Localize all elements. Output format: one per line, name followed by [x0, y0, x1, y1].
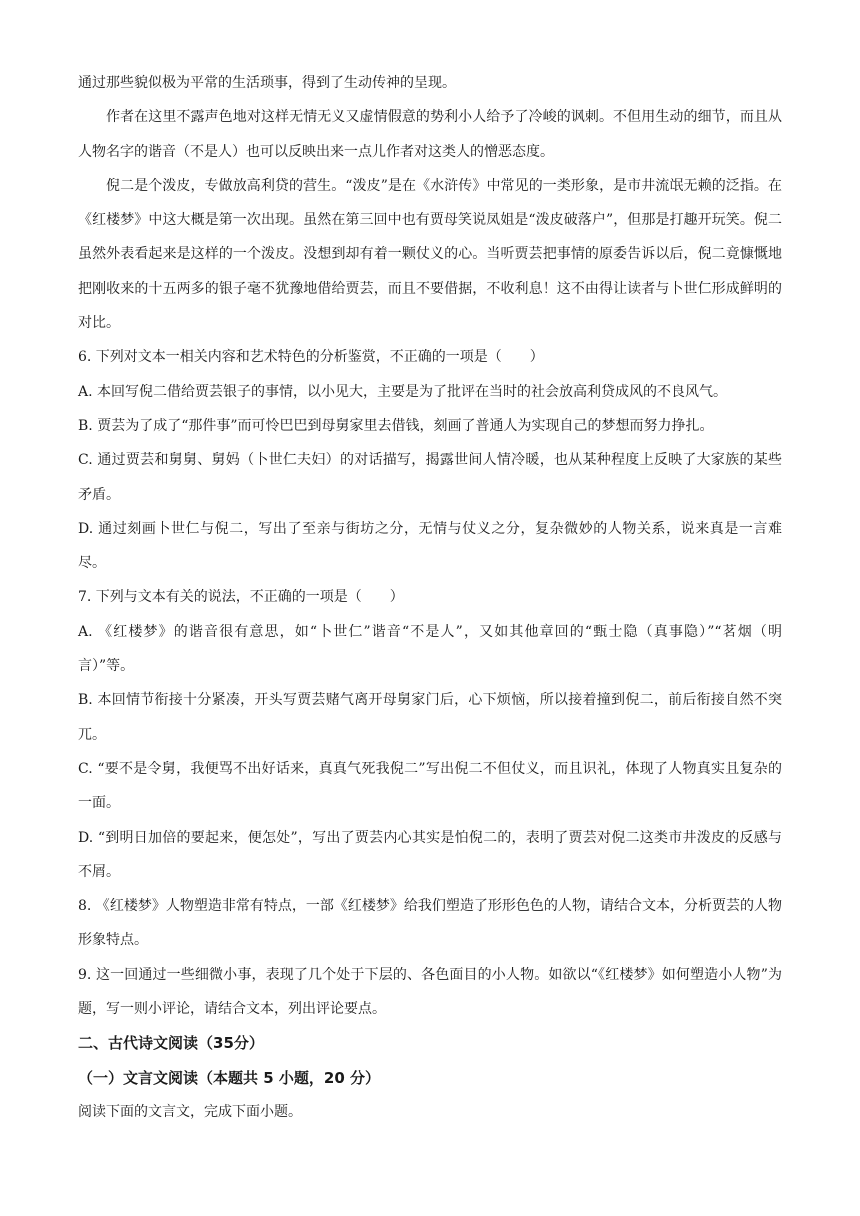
- question-6-option-b: B. 贾芸为了成了“那件事”而可怜巴巴到母舅家里去借钱，刻画了普通人为实现自己的梦想而努力挣扎。: [78, 417, 714, 434]
- question-7-option-c: C. “要不是令舅，我便骂不出好话来，真真气死我倪二”写出倪二不但仗义，而且识礼，体现了人物真实且复杂的一面。: [78, 760, 782, 812]
- question-8: 8. 《红楼梦》人物塑造非常有特点，一部《红楼梦》给我们塑造了形形色色的人物，请结合文本，分析贾芸的人物形象特点。: [78, 898, 782, 949]
- question-7-option-d: D. “到明日加倍的要起来，便怎处”，写出了贾芸内心其实是怕倪二的，表明了贾芸对倪二这类市井泼皮的反感与不屑。: [78, 829, 782, 880]
- question-6-option-c: C. 通过贾芸和舅舅、舅妈（卜世仁夫妇）的对话描写，揭露世间人情冷暖，也从某种程度上反映了大家族的某些矛盾。: [78, 452, 782, 503]
- subsection-heading-classical-chinese: （一）文言文阅读（本题共 5 小题，20 分）: [78, 1068, 380, 1087]
- paragraph-continuation: 通过那些貌似极为平常的生活琐事，得到了生动传神的呈现。: [78, 75, 456, 91]
- question-7-option-b: B. 本回情节衔接十分紧凑，开头写贾芸赌气离开母舅家门后，心下烦恼，所以接着撞到倪二，前后衔接自然不突兀。: [78, 692, 782, 743]
- question-9: 9. 这一回通过一些细微小事，表现了几个处于下层的、各色面目的小人物。如欲以“《红楼梦》如何塑造小人物”为题，写一则小评论，请结合文本，列出评论要点。: [78, 966, 782, 1018]
- section-heading-ancient-poetry: 二、古代诗文阅读（35分）: [78, 1034, 264, 1053]
- question-7-option-a: A. 《红楼梦》的谐音很有意思，如“卜世仁”谐音“不是人”，又如其他章回的“甄士隐（真事隐）”“茗烟（明言）”等。: [78, 623, 782, 675]
- paragraph-ni-er: 倪二是个泼皮，专做放高利贷的营生。“泼皮”是在《水浒传》中常见的一类形象，是市井流氓无赖的泛指。在《红楼梦》中这大概是第一次出现。虽然在第三回中也有贾母笑说凤姐是“泼皮破落户”，但那是打趣开玩笑。倪二虽然外表看起来是这样的一个泼皮。没想到却有着一颗仗义的心。当听贾芸把事情的原委告诉以后，倪二竟慷慨地把刚收来的十五两多的银子毫不犹豫地借给贾芸，而且不要借据，不收利息！这不由得让读者与卜世仁形成鲜明的对比。: [78, 177, 782, 332]
- paragraph-satire: 作者在这里不露声色地对这样无情无义又虚情假意的势利小人给予了冷峻的讽刺。不但用生动的细节，而且从人物名字的谐音（不是人）也可以反映出来一点儿作者对这类人的憎恶态度。: [78, 109, 782, 160]
- question-7-stem: 7. 下列与文本有关的说法，不正确的一项是（ ）: [78, 589, 404, 606]
- question-6-stem: 6. 下列对文本一相关内容和艺术特色的分析鉴赏，不正确的一项是（ ）: [78, 349, 544, 366]
- document-body: [78, 66, 782, 1129]
- reading-instruction: 阅读下面的文言文，完成下面小题。: [78, 1103, 302, 1120]
- question-6-option-d: D. 通过刻画卜世仁与倪二，写出了至亲与街坊之分，无情与仗义之分，复杂微妙的人物关系，说来真是一言难尽。: [78, 520, 782, 572]
- question-6-option-a: A. 本回写倪二借给贾芸银子的事情，以小见大，主要是为了批评在当时的社会放高利贷成风的不良风气。: [78, 383, 728, 400]
